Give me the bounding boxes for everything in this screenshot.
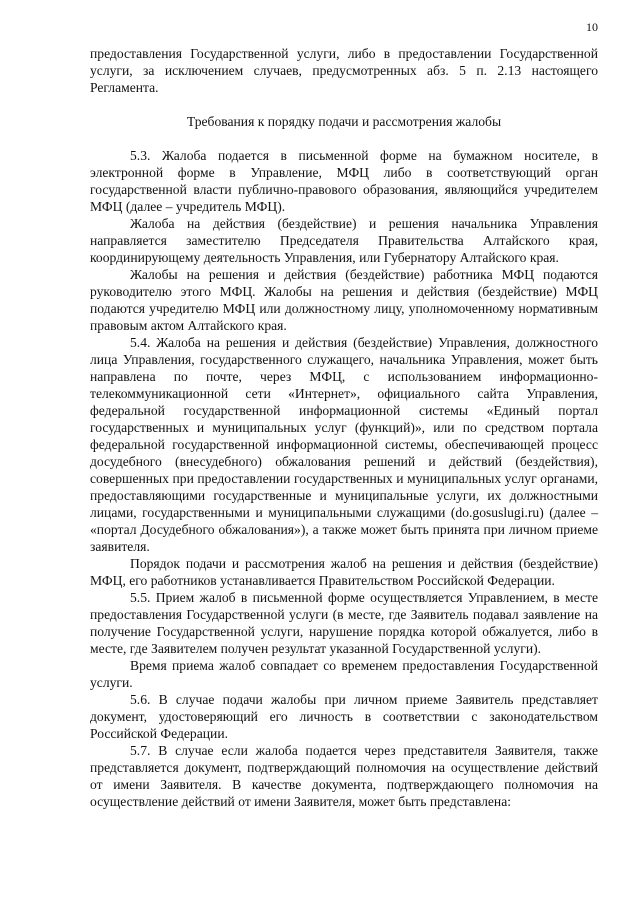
paragraph-complaint-mfc: Жалобы на решения и действия (бездействие) работника МФЦ подаются руководителю этого МФЦ. Жалобы на решения и действия (бездействие) МФЦ подаются учредителю МФЦ или должностному лицу, уполномоченному нормативным правовым актом Алтайского края. [90, 267, 598, 333]
paragraph-reception-time: Время приема жалоб совпадает со временем предоставления Государственной услуги. [90, 658, 598, 690]
paragraph-complaint-head: Жалоба на действия (бездействие) и решения начальника Управления направляется заместителю Председателя Правительства Алтайского края, координирующему деятельность Управления, или Губернатору Алтайского края. [90, 216, 598, 265]
document-body [90, 45, 598, 810]
paragraph-procedure-mfc: Порядок подачи и рассмотрения жалоб на решения и действия (бездействие) МФЦ, его работников устанавливается Правительством Российской Федерации. [90, 556, 598, 588]
paragraph-5-4: 5.4. Жалоба на решения и действия (бездействие) Управления, должностного лица Управления, государственного служащего, начальника Управления, может быть направлена по почте, через МФЦ, с использованием информационно-телекоммуникационной сети «Интернет», официального сайта Управления, федеральной государственной информационной системы «Единый портал государственных и муниципальных услуг (функций)», или по средством портала федеральной государственной информационной системы, обеспечивающей процесс досудебного (внесудебного) обжалования решений и действий (бездействия), совершенных при предоставлении государственных и муниципальных услуг органами, предоставляющими государственные и муниципальные услуги, их должностными лицами, государственными и муниципальными служащими (do.gosuslugi.ru) (далее – «портал Досудебного обжалования»), а также может быть принята при личном приеме заявителя. [90, 335, 598, 554]
section-heading: Требования к порядку подачи и рассмотрения жалобы [186, 114, 502, 129]
paragraph-5-6: 5.6. В случае подачи жалобы при личном приеме Заявитель представляет документ, удостоверяющий его личность в соответствии с законодательством Российской Федерации. [90, 692, 598, 741]
page-number: 10 [586, 20, 598, 34]
paragraph-5-5: 5.5. Прием жалоб в письменной форме осуществляется Управлением, в месте предоставления Государственной услуги (в месте, где Заявитель подавал заявление на получение Государственной услуги, нарушение порядка которой обжалуется, либо в месте, где Заявителем получен результат указанной Государственной услуги). [90, 590, 598, 656]
paragraph-continuation: предоставления Государственной услуги, либо в предоставлении Государственной услуги, за исключением случаев, предусмотренных абз. 5 п. 2.13 настоящего Регламента. [90, 46, 598, 95]
paragraph-5-3: 5.3. Жалоба подается в письменной форме на бумажном носителе, в электронной форме в Управление, МФЦ либо в соответствующий орган государственной власти публично-правового образования, являющийся учредителем МФЦ (далее – учредитель МФЦ). [90, 148, 598, 214]
paragraph-5-7: 5.7. В случае если жалоба подается через представителя Заявителя, также представляется документ, подтверждающий полномочия на осуществление действий от имени Заявителя. В качестве документа, подтверждающего полномочия на осуществление действий от имени Заявителя, может быть представлена: [90, 743, 598, 809]
